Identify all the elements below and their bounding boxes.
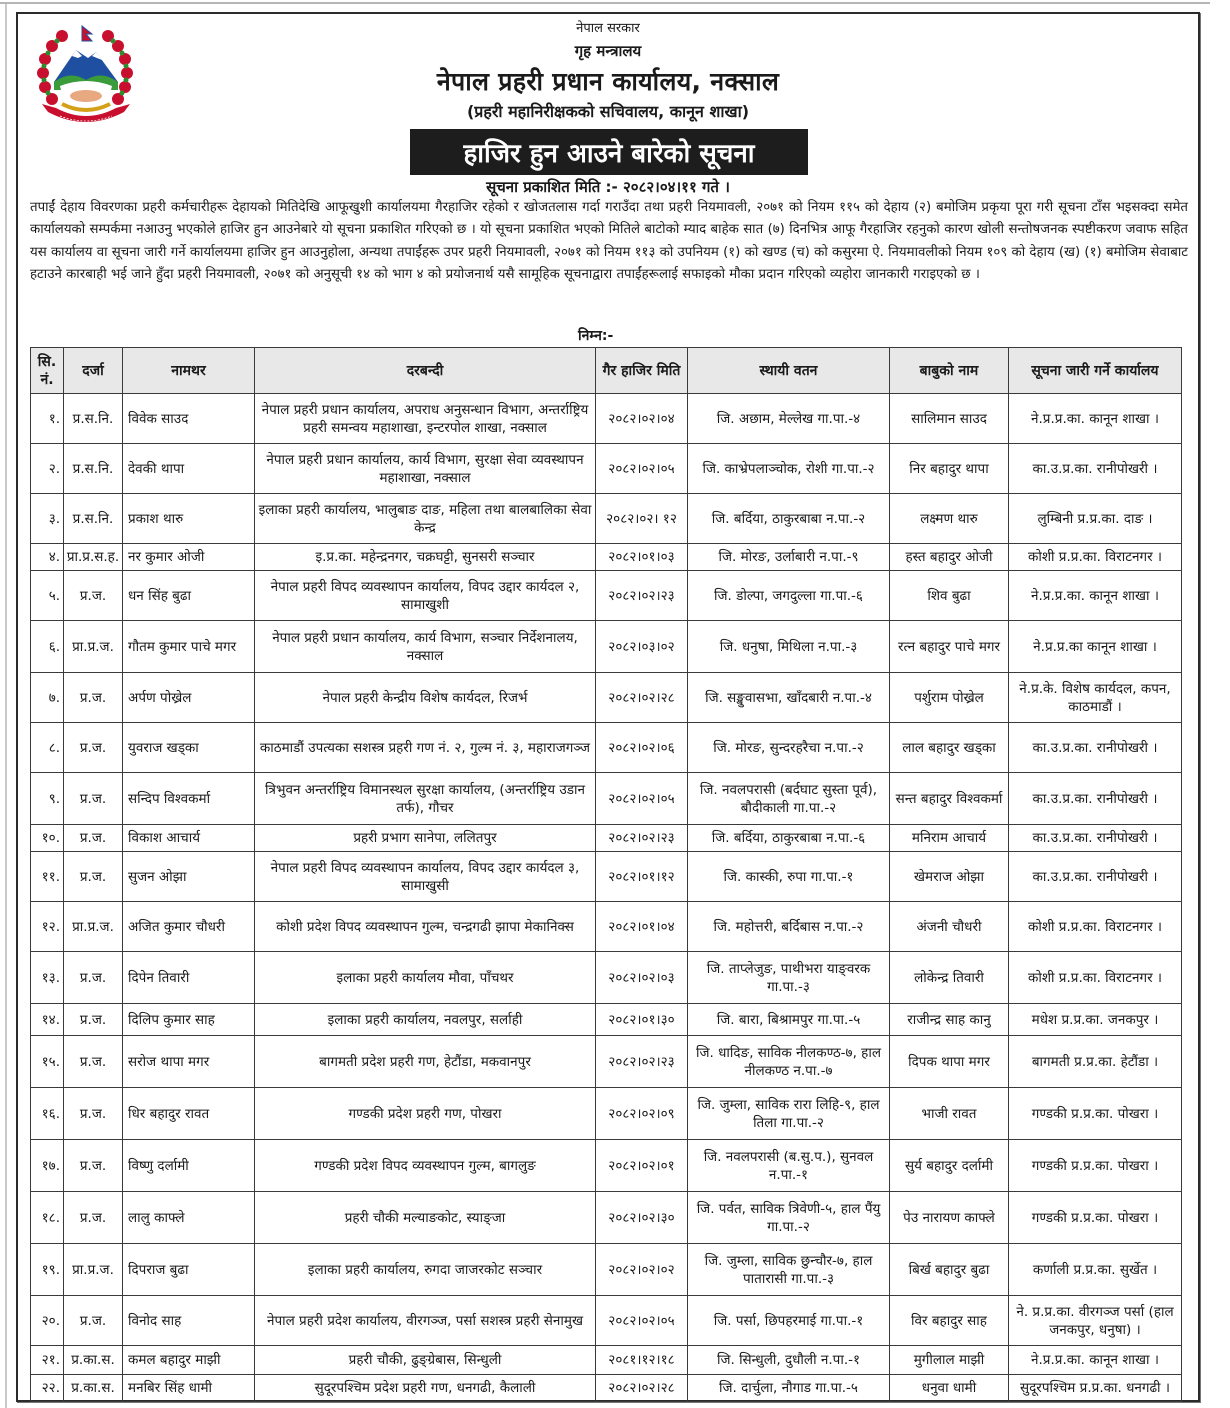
rank-cell: प्रा.प्र.ज. — [64, 1244, 123, 1296]
name-cell: प्रकाश थारु — [123, 494, 255, 544]
issuing-office-cell: कोशी प्र.प्र.का. विराटनगर । — [1009, 902, 1182, 952]
issuing-office-cell: ने.प्र.के. विशेष कार्यदल, कपन, काठमाडौं । — [1009, 673, 1182, 723]
name-cell: विष्णु दर्लामी — [123, 1140, 255, 1192]
name-cell: मनबिर सिंह धामी — [123, 1375, 255, 1402]
posting-cell: इलाका प्रहरी कार्यालय, नवलपुर, सर्लाही — [255, 1004, 596, 1036]
serial-cell: २१. — [31, 1346, 64, 1375]
address-cell: जि. सङ्खुवासभा, खाँदबारी न.पा.-४ — [688, 673, 890, 723]
notice-body-paragraph: तपाईं देहाय विवरणका प्रहरी कर्मचारीहरू देहायको मितिदेखि आफूखुशी कार्यालयमा गैरहाजिर रहेको र खोजतलास गर्दा गराउँदा तथा प्रहरी नियमावली, २०७१ को नियम ११५ को देहाय (२) बमोजिम प्रकृया पूरा गरी सूचना टाँस भइसक्दा समेत कार्यालयको सम्पर्कमा नआउनु भएकोले हाजिर हुन आउनेबारे यो सूचना प्रकाशित गरिएको छ । यो सूचना प्रकाशित भएको मितिले बाटोको म्याद बाहेक सात (७) दिनभित्र आफू गैरहाजिर रहनुको कारण खोली सन्तोषजनक स्पष्टीकरण जवाफ सहित यस कार्यालय वा सूचना जारी गर्ने कार्यालयमा हाजिर हुन आउनुहोला, अन्यथा तपाईंहरू उपर प्रहरी नियमावली, २०७१ को नियम ११३ को उपनियम (१) को खण्ड (च) को कसुरमा ऐ. नियमावलीको नियम १०९ को देहाय (ख) (१) बमोजिम सेवाबाट हटाउने कारबाही भई जाने हुँदा प्रहरी नियमावली, २०७१ को अनुसूची १४ को भाग ४ को प्रयोजनार्थ यसै सामूहिक सूचनाद्वारा तपाईंहरूलाई सफाइको मौका प्रदान गरिएको व्यहोरा जानकारी गराइएको छ । — [30, 200, 1188, 282]
rank-cell: प्र.ज. — [64, 852, 123, 902]
address-cell: जि. बर्दिया, ठाकुरबाबा न.पा.-२ — [688, 494, 890, 544]
father-name-cell: पेउ नारायण काफ्ले — [890, 1192, 1009, 1244]
address-cell: जि. जुम्ला, साविक छुन्चौर-७, हाल पातारासी गा.पा.-३ — [688, 1244, 890, 1296]
address-cell: जि. बारा, बिश्रामपुर गा.पा.-५ — [688, 1004, 890, 1036]
name-cell: सरोज थापा मगर — [123, 1036, 255, 1088]
rank-cell: प्र.स.नि. — [64, 444, 123, 494]
serial-cell: २. — [31, 444, 64, 494]
father-name-cell: सुर्य बहादुर दर्लामी — [890, 1140, 1009, 1192]
column-header-issuing-office: सूचना जारी गर्ने कार्यालय — [1009, 348, 1182, 394]
serial-cell: १०. — [31, 825, 64, 852]
absent-date-cell: २०८२।०२।०५ — [596, 773, 688, 825]
address-cell: जि. मोरङ, सुन्दरहरैचा न.पा.-२ — [688, 723, 890, 773]
table-row — [31, 1088, 1182, 1140]
table-row — [31, 1036, 1182, 1088]
absent-date-cell: २०८२।०२। १२ — [596, 494, 688, 544]
serial-cell: १९. — [31, 1244, 64, 1296]
table-row — [31, 571, 1182, 621]
absentee-table — [30, 347, 1182, 1402]
serial-cell: १६. — [31, 1088, 64, 1140]
absent-date-cell: २०८२।०१।३० — [596, 1004, 688, 1036]
table-row — [31, 773, 1182, 825]
address-cell: जि. सिन्धुली, दुधौली न.पा.-१ — [688, 1346, 890, 1375]
rank-cell: प्र.ज. — [64, 571, 123, 621]
table-row — [31, 621, 1182, 673]
posting-cell: प्रहरी प्रभाग सानेपा, ललितपुर — [255, 825, 596, 852]
issuing-office-cell: का.उ.प्र.का. रानीपोखरी । — [1009, 773, 1182, 825]
address-cell: जि. काभ्रेपलाञ्चोक, रोशी गा.पा.-२ — [688, 444, 890, 494]
rank-cell: प्र.ज. — [64, 673, 123, 723]
issuing-office-cell: गण्डकी प्र.प्र.का. पोखरा । — [1009, 1140, 1182, 1192]
absent-date-cell: २०८२।०२।२८ — [596, 673, 688, 723]
table-row — [31, 1296, 1182, 1346]
address-cell: जि. अछाम, मेल्लेख गा.पा.-४ — [688, 394, 890, 444]
serial-cell: ५. — [31, 571, 64, 621]
issuing-office-cell: मधेश प्र.प्र.का. जनकपुर । — [1009, 1004, 1182, 1036]
address-cell: जि. बर्दिया, ठाकुरबाबा न.पा.-६ — [688, 825, 890, 852]
serial-cell: ३. — [31, 494, 64, 544]
posting-cell: बागमती प्रदेश प्रहरी गण, हेटौंडा, मकवानपुर — [255, 1036, 596, 1088]
posting-cell: नेपाल प्रहरी प्रधान कार्यालय, कार्य विभाग, सञ्चार निर्देशनालय, नक्साल — [255, 621, 596, 673]
father-name-cell: राजीन्द्र साह कानु — [890, 1004, 1009, 1036]
table-row — [31, 394, 1182, 444]
address-cell: जि. ताप्लेजुङ, पाथीभरा याङ्वरक गा.पा.-३ — [688, 952, 890, 1004]
address-cell: जि. पर्वत, साविक त्रिवेणी-५, हाल पैंयु गा.पा.-२ — [688, 1192, 890, 1244]
posting-cell: कोशी प्रदेश विपद व्यवस्थापन गुल्म, चन्द्रगढी झापा मेकानिक्स — [255, 902, 596, 952]
name-cell: विनोद साह — [123, 1296, 255, 1346]
posting-cell: त्रिभुवन अन्तर्राष्ट्रिय विमानस्थल सुरक्षा कार्यालय, (अन्तर्राष्ट्रिय उडान तर्फ), गौचर — [255, 773, 596, 825]
father-name-cell: अंजनी चौधरी — [890, 902, 1009, 952]
serial-cell: ६. — [31, 621, 64, 673]
table-row — [31, 723, 1182, 773]
rank-cell: प्र.स.नि. — [64, 394, 123, 444]
father-name-cell: मुगीलाल माझी — [890, 1346, 1009, 1375]
name-cell: कमल बहादुर माझी — [123, 1346, 255, 1375]
issuing-office-cell: ने. प्र.प्र.का. वीरगञ्ज पर्सा (हाल जनकपुर, धनुषा) । — [1009, 1296, 1182, 1346]
serial-cell: १८. — [31, 1192, 64, 1244]
serial-cell: १७. — [31, 1140, 64, 1192]
rank-cell: प्र.स.नि. — [64, 494, 123, 544]
table-row — [31, 1346, 1182, 1375]
father-name-cell: विर बहादुर साह — [890, 1296, 1009, 1346]
serial-cell: १४. — [31, 1004, 64, 1036]
list-heading: निम्न:- — [578, 328, 614, 344]
issuing-office-cell: कोशी प्र.प्र.का. विराटनगर । — [1009, 544, 1182, 571]
table-row — [31, 444, 1182, 494]
column-header-absent-date: गैर हाजिर मिति — [596, 348, 688, 394]
issuing-office-cell: लुम्बिनी प्र.प्र.का. दाङ । — [1009, 494, 1182, 544]
table-row — [31, 1244, 1182, 1296]
column-header-name: नामथर — [123, 348, 255, 394]
absent-date-cell: २०८२।०२।०४ — [596, 394, 688, 444]
notice-title-banner — [410, 129, 808, 175]
office-title: नेपाल प्रहरी प्रधान कार्यालय, नक्साल — [436, 67, 780, 96]
rank-cell: प्र.ज. — [64, 1004, 123, 1036]
scan-edge-left — [5, 4, 7, 1408]
posting-cell: गण्डकी प्रदेश प्रहरी गण, पोखरा — [255, 1088, 596, 1140]
name-cell: धन सिंह बुढा — [123, 571, 255, 621]
table-row — [31, 1375, 1182, 1402]
absent-date-cell: २०८२।०२।०१ — [596, 1140, 688, 1192]
column-header-posting: दरबन्दी — [255, 348, 596, 394]
table-row — [31, 952, 1182, 1004]
rank-cell: प्र.ज. — [64, 1088, 123, 1140]
rank-cell: प्र.ज. — [64, 952, 123, 1004]
rank-cell: प्रा.प्र.ज. — [64, 902, 123, 952]
father-name-cell: बिर्ख बहादुर बुढा — [890, 1244, 1009, 1296]
issuing-office-cell: का.उ.प्र.का. रानीपोखरी । — [1009, 444, 1182, 494]
issuing-office-cell: बागमती प्र.प्र.का. हेटौंडा । — [1009, 1036, 1182, 1088]
rank-cell: प्र.का.स. — [64, 1346, 123, 1375]
rank-cell: प्र.ज. — [64, 1192, 123, 1244]
table-header-row — [31, 348, 1182, 394]
father-name-cell: खेमराज ओझा — [890, 852, 1009, 902]
government-label: नेपाल सरकार — [576, 21, 640, 36]
address-cell: जि. धनुषा, मिथिला न.पा.-३ — [688, 621, 890, 673]
serial-cell: १५. — [31, 1036, 64, 1088]
rank-cell: प्र.ज. — [64, 1296, 123, 1346]
absent-date-cell: २०८२।०२।०५ — [596, 444, 688, 494]
posting-cell: नेपाल प्रहरी प्रदेश कार्यालय, वीरगञ्ज, पर्सा सशस्त्र प्रहरी सेनामुख — [255, 1296, 596, 1346]
table-row — [31, 825, 1182, 852]
address-cell: जि. पर्सा, छिपहरमाई गा.पा.-१ — [688, 1296, 890, 1346]
name-cell: विवेक साउद — [123, 394, 255, 444]
father-name-cell: लक्ष्मण थारु — [890, 494, 1009, 544]
father-name-cell: पर्शुराम पोख्रेल — [890, 673, 1009, 723]
posting-cell: गण्डकी प्रदेश विपद व्यवस्थापन गुल्म, बागलुङ — [255, 1140, 596, 1192]
serial-cell: २२. — [31, 1375, 64, 1402]
posting-cell: सुदूरपश्चिम प्रदेश प्रहरी गण, धनगढी, कैलाली — [255, 1375, 596, 1402]
issuing-office-cell: कोशी प्र.प्र.का. विराटनगर । — [1009, 952, 1182, 1004]
absent-date-cell: २०८२।०२।३० — [596, 1192, 688, 1244]
posting-cell: प्रहरी चौकी, ढुङ्ग्रेबास, सिन्धुली — [255, 1346, 596, 1375]
absent-date-cell: २०८२।०२।०२ — [596, 1244, 688, 1296]
absent-date-cell: २०८२।०२।२३ — [596, 825, 688, 852]
rank-cell: प्रा.प्र.स.ह. — [64, 544, 123, 571]
column-header-serial: सि. नं. — [31, 348, 64, 394]
name-cell: सुजन ओझा — [123, 852, 255, 902]
absent-date-cell: २०८१।१२।१८ — [596, 1346, 688, 1375]
address-cell: जि. डोल्पा, जगदुल्ला गा.पा.-६ — [688, 571, 890, 621]
rank-cell: प्र.ज. — [64, 773, 123, 825]
serial-cell: ९. — [31, 773, 64, 825]
serial-cell: ११. — [31, 852, 64, 902]
serial-cell: ७. — [31, 673, 64, 723]
issuing-office-cell: गण्डकी प्र.प्र.का. पोखरा । — [1009, 1192, 1182, 1244]
posting-cell: इ.प्र.का. महेन्द्रनगर, चक्रघट्टी, सुनसरी सञ्चार — [255, 544, 596, 571]
serial-cell: १२. — [31, 902, 64, 952]
absent-date-cell: २०८२।०२।२३ — [596, 571, 688, 621]
name-cell: दिलिप कुमार साह — [123, 1004, 255, 1036]
issuing-office-cell: का.उ.प्र.का. रानीपोखरी । — [1009, 852, 1182, 902]
posting-cell: नेपाल प्रहरी प्रधान कार्यालय, अपराध अनुसन्धान विभाग, अन्तर्राष्ट्रिय प्रहरी समन्वय महाशाखा, इन्टरपोल शाखा, नक्साल — [255, 394, 596, 444]
name-cell: नर कुमार ओजी — [123, 544, 255, 571]
posting-cell: नेपाल प्रहरी विपद व्यवस्थापन कार्यालय, विपद उद्दार कार्यदल २, सामाखुशी — [255, 571, 596, 621]
issuing-office-cell: ने.प्र.प्र.का. कानून शाखा । — [1009, 571, 1182, 621]
rank-cell: प्र.ज. — [64, 1140, 123, 1192]
rank-cell: प्र.ज. — [64, 1036, 123, 1088]
table-row — [31, 852, 1182, 902]
absent-date-cell: २०८२।०२।०३ — [596, 952, 688, 1004]
name-cell: दिपेन तिवारी — [123, 952, 255, 1004]
issuing-office-cell: का.उ.प्र.का. रानीपोखरी । — [1009, 825, 1182, 852]
issuing-office-cell: सुदूरपश्चिम प्र.प्र.का. धनगढी । — [1009, 1375, 1182, 1402]
name-cell: गौतम कुमार पाचे मगर — [123, 621, 255, 673]
absent-date-cell: २०८२।०२।२८ — [596, 1375, 688, 1402]
address-cell: जि. नवलपरासी (बर्दघाट सुस्ता पूर्व), बौदीकाली गा.पा.-२ — [688, 773, 890, 825]
name-cell: सन्दिप विश्वकर्मा — [123, 773, 255, 825]
issuing-office-cell: का.उ.प्र.का. रानीपोखरी । — [1009, 723, 1182, 773]
absent-date-cell: २०८२।०२।०९ — [596, 1088, 688, 1140]
ministry-label: गृह मन्त्रालय — [574, 42, 642, 60]
address-cell: जि. दार्चुला, नौगाड गा.पा.-५ — [688, 1375, 890, 1402]
address-cell: जि. कास्की, रुपा गा.पा.-१ — [688, 852, 890, 902]
notice-title: हाजिर हुन आउने बारेको सूचना — [463, 139, 755, 169]
father-name-cell: निर बहादुर थापा — [890, 444, 1009, 494]
absent-date-cell: २०८२।०२।२३ — [596, 1036, 688, 1088]
posting-cell: इलाका प्रहरी कार्यालय मौवा, पाँचथर — [255, 952, 596, 1004]
father-name-cell: हस्त बहादुर ओजी — [890, 544, 1009, 571]
table-row — [31, 902, 1182, 952]
absent-date-cell: २०८२।०३।०२ — [596, 621, 688, 673]
table-row — [31, 1004, 1182, 1036]
table-row — [31, 1140, 1182, 1192]
father-name-cell: धनुवा धामी — [890, 1375, 1009, 1402]
serial-cell: ४. — [31, 544, 64, 571]
name-cell: दिपराज बुढा — [123, 1244, 255, 1296]
posting-cell: इलाका प्रहरी कार्यालय, भालुबाङ दाङ, महिला तथा बालबालिका सेवा केन्द्र — [255, 494, 596, 544]
posting-cell: नेपाल प्रहरी केन्द्रीय विशेष कार्यदल, रिजर्भ — [255, 673, 596, 723]
father-name-cell: लोकेन्द्र तिवारी — [890, 952, 1009, 1004]
department-subtitle: (प्रहरी महानिरीक्षकको सचिवालय, कानून शाखा) — [466, 102, 750, 121]
address-cell: जि. धादिङ, साविक नीलकण्ठ-७, हाल नीलकण्ठ न.पा.-७ — [688, 1036, 890, 1088]
column-header-permanent-address: स्थायी वतन — [688, 348, 890, 394]
rank-cell: प्र.ज. — [64, 723, 123, 773]
posting-cell: इलाका प्रहरी कार्यालय, रुगदा जाजरकोट सञ्चार — [255, 1244, 596, 1296]
serial-cell: १३. — [31, 952, 64, 1004]
name-cell: अर्पण पोख्रेल — [123, 673, 255, 723]
posting-cell: नेपाल प्रहरी प्रधान कार्यालय, कार्य विभाग, सुरक्षा सेवा व्यवस्थापन महाशाखा, नक्साल — [255, 444, 596, 494]
issuing-office-cell: ने.प्र.प्र.का. कानून शाखा । — [1009, 394, 1182, 444]
father-name-cell: सालिमान साउद — [890, 394, 1009, 444]
posting-cell: नेपाल प्रहरी विपद व्यवस्थापन कार्यालय, विपद उद्दार कार्यदल ३, सामाखुसी — [255, 852, 596, 902]
table-body — [31, 394, 1182, 1402]
name-cell: धिर बहादुर रावत — [123, 1088, 255, 1140]
father-name-cell: दिपक थापा मगर — [890, 1036, 1009, 1088]
father-name-cell: रत्न बहादुर पाचे मगर — [890, 621, 1009, 673]
column-header-father-name: बाबुको नाम — [890, 348, 1009, 394]
rank-cell: प्र.ज. — [64, 825, 123, 852]
notice-document — [16, 12, 1200, 1402]
absent-date-cell: २०८२।०२।०६ — [596, 723, 688, 773]
issuing-office-cell: ने.प्र.प्र.का. कानून शाखा । — [1009, 1346, 1182, 1375]
rank-cell: प्रा.प्र.ज. — [64, 621, 123, 673]
issuing-office-cell: कर्णाली प्र.प्र.का. सुर्खेत । — [1009, 1244, 1182, 1296]
table-row — [31, 673, 1182, 723]
absent-date-cell: २०८२।०१।०४ — [596, 902, 688, 952]
name-cell: अजित कुमार चौधरी — [123, 902, 255, 952]
father-name-cell: मनिराम आचार्य — [890, 825, 1009, 852]
scan-edge-top — [0, 2, 1210, 4]
address-cell: जि. महोत्तरी, बर्दिबास न.पा.-२ — [688, 902, 890, 952]
rank-cell: प्र.का.स. — [64, 1375, 123, 1402]
table-row — [31, 1192, 1182, 1244]
column-header-rank: दर्जा — [64, 348, 123, 394]
absent-date-cell: २०८२।०२।०५ — [596, 1296, 688, 1346]
name-cell: युवराज खड्का — [123, 723, 255, 773]
address-cell: जि. जुम्ला, साविक रारा लिहि-९, हाल तिला गा.पा.-२ — [688, 1088, 890, 1140]
name-cell: लालु काफ्ले — [123, 1192, 255, 1244]
father-name-cell: सन्त बहादुर विश्वकर्मा — [890, 773, 1009, 825]
name-cell: देवकी थापा — [123, 444, 255, 494]
absent-date-cell: २०८२।०१।०३ — [596, 544, 688, 571]
father-name-cell: शिव बुढा — [890, 571, 1009, 621]
father-name-cell: भाजी रावत — [890, 1088, 1009, 1140]
serial-cell: २०. — [31, 1296, 64, 1346]
issuing-office-cell: ने.प्र.प्र.का कानून शाखा । — [1009, 621, 1182, 673]
published-date: सूचना प्रकाशित मिति :- २०८२।०४।११ गते । — [486, 178, 730, 196]
posting-cell: प्रहरी चौकी मल्याङकोट, स्याङ्जा — [255, 1192, 596, 1244]
address-cell: जि. मोरङ, उर्लाबारी न.पा.-९ — [688, 544, 890, 571]
serial-cell: १. — [31, 394, 64, 444]
table-row — [31, 494, 1182, 544]
issuing-office-cell: गण्डकी प्र.प्र.का. पोखरा । — [1009, 1088, 1182, 1140]
name-cell: विकाश आचार्य — [123, 825, 255, 852]
father-name-cell: लाल बहादुर खड्का — [890, 723, 1009, 773]
absent-date-cell: २०८२।०१।१२ — [596, 852, 688, 902]
table-row — [31, 544, 1182, 571]
serial-cell: ८. — [31, 723, 64, 773]
address-cell: जि. नवलपरासी (ब.सु.प.), सुनवल न.पा.-१ — [688, 1140, 890, 1192]
posting-cell: काठमाडौं उपत्यका सशस्त्र प्रहरी गण नं. २, गुल्म नं. ३, महाराजगञ्ज — [255, 723, 596, 773]
